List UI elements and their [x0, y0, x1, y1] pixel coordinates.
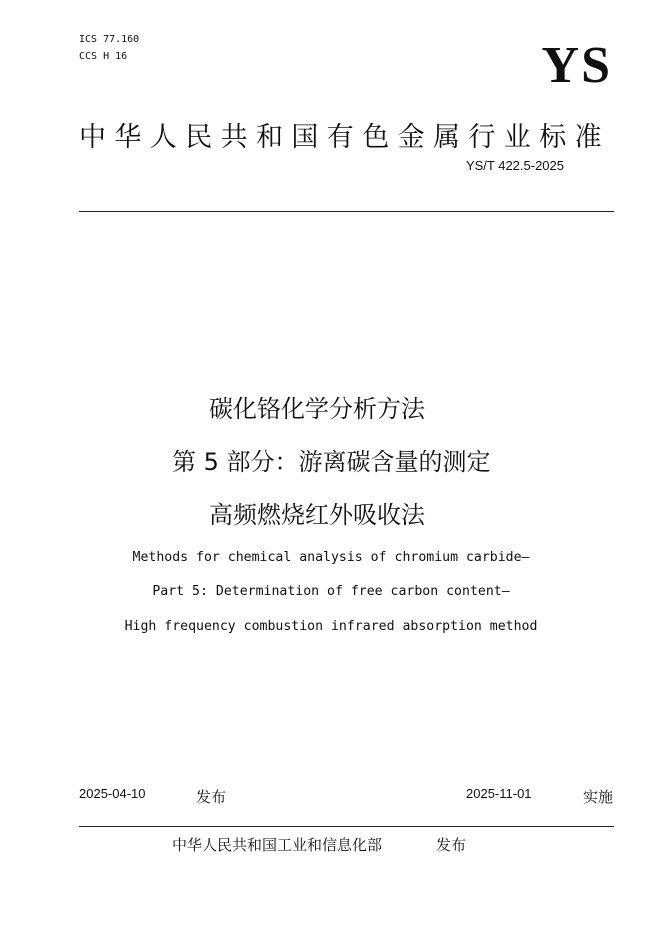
title-en-line-2: Part 5: Determination of free carbon content— — [152, 584, 510, 599]
title-en-line-3: High frequency combustion infrared absorption method — [124, 619, 538, 634]
standard-category-title: 中华人民共和国有色金属行业标准 — [79, 122, 610, 153]
standard-number: YS/T 422.5-2025 — [465, 158, 564, 173]
issuer-name: 中华人民共和国工业和信息化部 — [172, 836, 383, 854]
title-cn-line-3: 高频燃烧红外吸收法 — [209, 501, 425, 529]
title-cn-line-1: 碳化铬化学分析方法 — [209, 395, 425, 423]
implement-date: 2025-11-01 — [466, 786, 532, 801]
ys-logo: YS — [541, 37, 612, 94]
publish-date: 2025-04-10 — [79, 786, 146, 801]
publish-label: 发布 — [196, 788, 227, 806]
header-divider — [79, 211, 614, 212]
issue-label: 发布 — [436, 836, 467, 854]
ccs-code: CCS H 16 — [79, 51, 128, 62]
ics-code: ICS 77.160 — [79, 34, 140, 45]
implement-label: 实施 — [583, 788, 614, 806]
title-cn-line-2: 第 5 部分：游离碳含量的测定 — [172, 448, 491, 476]
title-en-line-1: Methods for chemical analysis of chromium carbide— — [132, 550, 530, 565]
footer-divider — [79, 826, 614, 827]
